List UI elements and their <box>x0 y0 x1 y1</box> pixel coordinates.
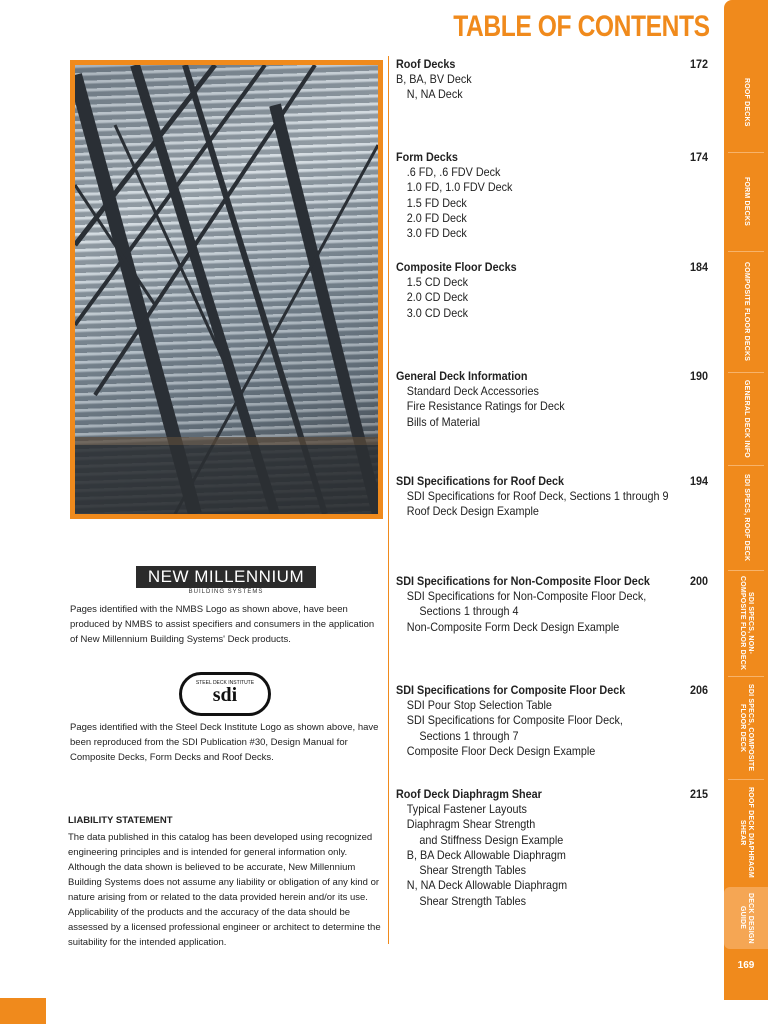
tab-label: ROOF DECKS <box>743 77 750 127</box>
tab-label: SDI SPECS, ROOF DECK <box>743 474 750 562</box>
truss-illustration <box>75 65 378 514</box>
toc-section-page: 215 <box>689 787 708 801</box>
tab-sdi-composite[interactable] <box>724 677 768 779</box>
toc-section-page: 184 <box>689 260 708 274</box>
toc-item[interactable]: B, BA Deck Allowable Diaphragm <box>406 847 566 862</box>
toc-section-page: 190 <box>689 369 708 383</box>
tab-label: SDI SPECS, NON-COMPOSITE FLOOR DECK <box>739 576 754 671</box>
page-number: 169 <box>737 960 755 971</box>
toc-section-form-decks <box>396 150 708 241</box>
toc-section-title[interactable]: SDI Specifications for Non-Composite Floor Deck <box>396 574 650 588</box>
toc-item[interactable]: Sections 1 through 4 <box>419 604 519 619</box>
page-title: TABLE OF CONTENTS <box>453 10 710 43</box>
sdi-logo-top: STEEL DECK INSTITUTE <box>195 680 255 686</box>
sdi-note: Pages identified with the Steel Deck Institute Logo as shown above, have been reproduced from the SDI Publication #30, Design Manual for Composite Decks, Form Decks and Roof Decks. <box>70 722 379 763</box>
toc-section-title[interactable]: SDI Specifications for Composite Floor Deck <box>396 683 626 697</box>
toc-item[interactable]: .6 FD, .6 FDV Deck <box>406 165 501 179</box>
toc-item[interactable]: 2.0 CD Deck <box>406 290 469 305</box>
nmbs-logo-name: NEW MILLENNIUM <box>136 566 316 588</box>
toc-item[interactable]: 2.0 FD Deck <box>406 210 467 225</box>
toc-section-sdi-composite <box>396 683 708 759</box>
toc-item[interactable]: and Stiffness Design Example <box>419 832 564 847</box>
toc-item[interactable]: N, NA Deck Allowable Diaphragm <box>406 878 568 893</box>
tab-sdi-roof-deck[interactable] <box>724 466 768 570</box>
tab-label: COMPOSITE FLOOR DECKS <box>743 262 750 362</box>
toc-section-page: 172 <box>689 57 708 71</box>
toc-item[interactable]: B, BA, BV Deck <box>396 72 472 86</box>
toc-item[interactable]: SDI Pour Stop Selection Table <box>406 698 552 712</box>
toc-section-page: 206 <box>689 683 708 697</box>
toc-item[interactable]: SDI Specifications for Roof Deck, Sections 1 through 9 <box>406 489 669 503</box>
toc-item[interactable]: 1.0 FD, 1.0 FDV Deck <box>406 180 513 195</box>
toc-section-roof-decks <box>396 57 708 103</box>
toc-item[interactable]: Sections 1 through 7 <box>419 728 519 743</box>
toc-section-title[interactable]: Roof Decks <box>396 57 456 71</box>
toc-item[interactable]: Typical Fastener Layouts <box>406 802 527 816</box>
toc-section-general-deck-info <box>396 369 708 430</box>
toc-item[interactable]: 1.5 FD Deck <box>406 195 467 210</box>
toc-item[interactable]: Diaphragm Shear Strength <box>406 817 536 832</box>
toc-section-sdi-non-composite <box>396 574 708 635</box>
nmbs-note: Pages identified with the NMBS Logo as shown above, have been produced by NMBS to assist specifiers and consumers in the application of New Millennium Building Systems' Deck products. <box>70 604 375 645</box>
toc-item[interactable]: 1.5 CD Deck <box>406 275 469 289</box>
tab-form-decks[interactable] <box>724 153 768 251</box>
toc-section-composite-floor-decks <box>396 260 708 321</box>
toc-section-page: 174 <box>689 150 708 164</box>
tab-label: ROOF DECK DIAPHRAGM SHEAR <box>739 787 754 878</box>
toc-item[interactable]: Shear Strength Tables <box>419 863 527 878</box>
toc-item[interactable]: 3.0 CD Deck <box>406 305 469 320</box>
toc-section-title[interactable]: SDI Specifications for Roof Deck <box>396 474 565 488</box>
nmbs-logo-sub: BUILDING SYSTEMS <box>188 589 264 595</box>
deck-photo-frame <box>70 60 383 519</box>
tab-diaphragm-shear[interactable] <box>724 780 768 885</box>
tab-composite-floor-decks[interactable] <box>724 252 768 372</box>
tab-label: DECK DESIGN GUIDE <box>739 892 754 944</box>
toc-item[interactable]: Fire Resistance Ratings for Deck <box>406 399 565 414</box>
liability-body: The data published in this catalog has been developed using recognized engineering principles and is intended for general information only. Although the data shown is believed to be accurate, New Millennium Building Systems does not assume any liability or obligation of any kind or nature arising from or related to the data provided herein and/or its use. Applicability of the products and the accuracy of the data should be assessed by a licensed professional engineer or architect to determine the suitability for the intended application. <box>68 832 381 948</box>
liability-heading: LIABILITY STATEMENT <box>68 815 173 826</box>
toc-item[interactable]: N, NA Deck <box>406 87 463 102</box>
toc-item[interactable]: Roof Deck Design Example <box>406 504 539 519</box>
toc-section-sdi-roof-deck <box>396 474 708 520</box>
toc-section-title[interactable]: Roof Deck Diaphragm Shear <box>396 787 542 801</box>
toc-section-page: 194 <box>689 474 708 488</box>
toc-item[interactable]: Non-Composite Form Deck Design Example <box>406 619 620 634</box>
toc-item[interactable]: Composite Floor Deck Design Example <box>406 743 596 758</box>
toc-section-diaphragm-shear <box>396 787 708 909</box>
column-divider <box>388 56 389 944</box>
tab-deck-design-guide[interactable] <box>724 887 768 949</box>
sdi-logo-main: sdi <box>212 684 238 706</box>
toc-section-title[interactable]: Form Decks <box>396 150 458 164</box>
toc-section-title[interactable]: Composite Floor Decks <box>396 260 517 274</box>
toc-item[interactable]: Shear Strength Tables <box>419 893 527 908</box>
deck-photo <box>75 65 378 514</box>
toc-item[interactable]: Bills of Material <box>406 414 481 429</box>
tab-roof-decks[interactable] <box>724 52 768 152</box>
toc-section-title[interactable]: General Deck Information <box>396 369 528 383</box>
tab-general-deck-info[interactable] <box>724 373 768 465</box>
toc-item[interactable]: SDI Specifications for Composite Floor Deck, <box>406 713 623 728</box>
tab-label: GENERAL DECK INFO <box>743 380 750 458</box>
tab-label: SDI SPECS, COMPOSITE FLOOR DECK <box>739 684 754 772</box>
toc-section-page: 200 <box>689 574 708 588</box>
nmbs-logo <box>136 566 316 596</box>
toc-item[interactable]: 3.0 FD Deck <box>406 226 467 241</box>
tab-label: FORM DECKS <box>743 177 750 227</box>
toc-item[interactable]: SDI Specifications for Non-Composite Floor Deck, <box>406 589 647 603</box>
toc-item[interactable]: Standard Deck Accessories <box>406 384 539 398</box>
tab-sdi-non-composite[interactable] <box>724 571 768 676</box>
corner-accent <box>0 998 46 1024</box>
sdi-logo <box>179 672 271 716</box>
